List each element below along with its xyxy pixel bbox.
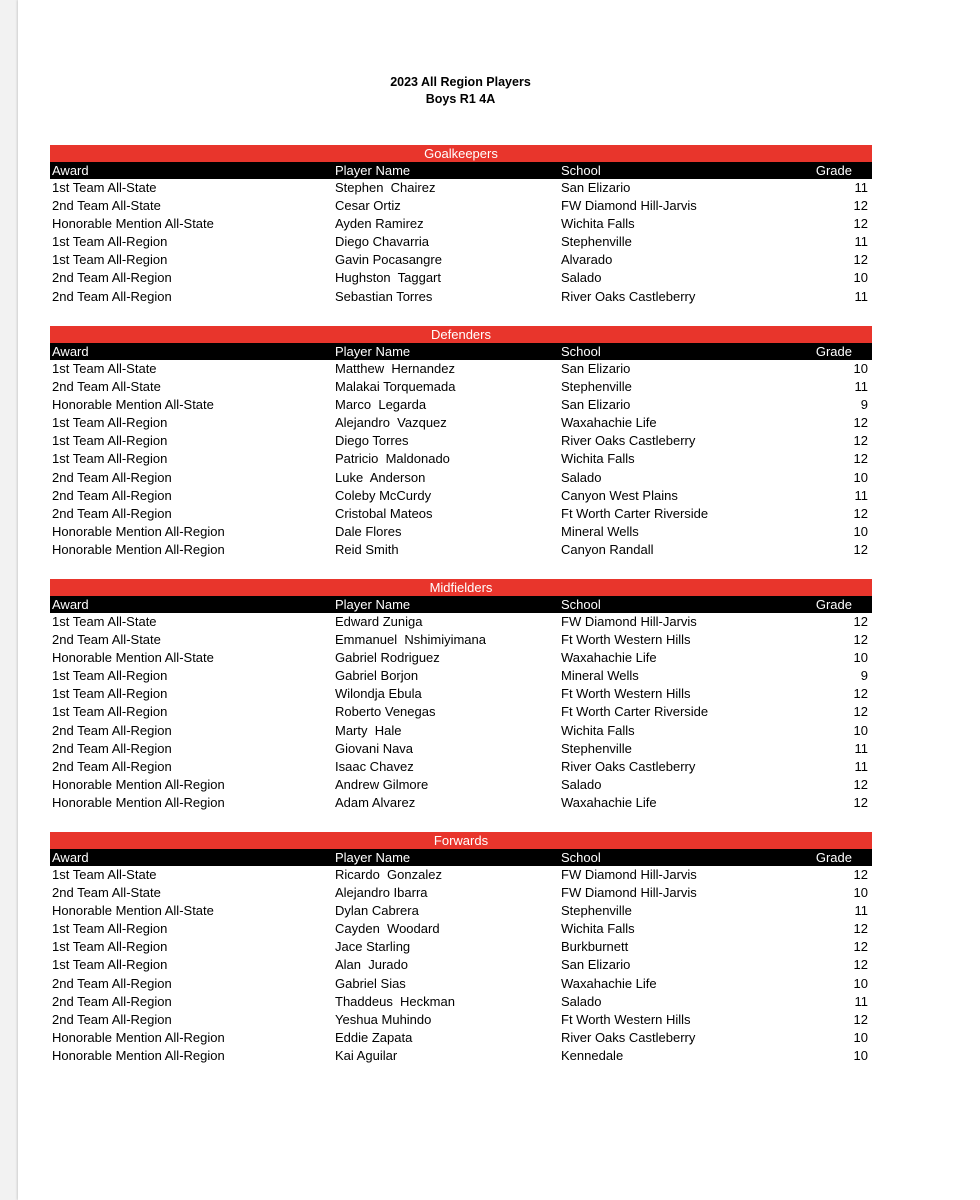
table-row [50,269,872,287]
table-row [50,251,872,269]
award-cell: 2nd Team All-State [52,379,161,395]
player-name-cell: Alan Jurado [335,957,408,973]
section-defenders [50,326,872,559]
section-goalkeepers [50,145,872,306]
award-cell: Honorable Mention All-Region [52,523,225,539]
section-title: Defenders [50,326,872,343]
award-cell: Honorable Mention All-Region [52,1029,225,1045]
table-row [50,414,872,432]
award-cell: 2nd Team All-Region [52,740,172,756]
player-name-cell: Reid Smith [335,541,399,557]
column-header-grade: Grade [815,163,852,178]
award-cell: 2nd Team All-State [52,198,161,214]
grade-cell: 10 [853,523,868,539]
player-name-cell: Adam Alvarez [335,794,416,810]
grade-cell: 11 [854,993,868,1009]
table-row [50,378,872,396]
award-cell: 2nd Team All-State [52,885,161,901]
table-row [50,703,872,721]
table-row [50,288,872,306]
table-row [50,776,872,794]
document-subtitle: Boys R1 4A [425,92,496,106]
player-name-cell: Eddie Zapata [335,1029,413,1045]
award-cell: 2nd Team All-Region [52,1011,172,1027]
grade-cell: 11 [854,234,868,250]
table-row [50,396,872,414]
award-cell: 2nd Team All-Region [52,487,172,503]
player-name-cell: Dylan Cabrera [335,903,419,919]
school-cell: River Oaks Castleberry [561,433,696,449]
grade-cell: 10 [853,650,868,666]
table-row [50,902,872,920]
table-row [50,1047,872,1065]
player-name-cell: Jace Starling [335,939,411,955]
player-name-cell: Malakai Torquemada [335,379,456,395]
grade-cell: 12 [853,939,868,955]
award-cell: 1st Team All-Region [52,704,168,720]
player-name-cell: Dale Flores [335,523,402,539]
table-row [50,360,872,378]
school-cell: Salado [561,469,602,485]
grade-cell: 9 [860,397,868,413]
table-row [50,920,872,938]
column-header-player: Player Name [335,344,411,359]
player-name-cell: Alejandro Ibarra [335,885,428,901]
grade-cell: 11 [854,740,868,756]
school-cell: Alvarado [561,252,613,268]
column-header-row [50,849,872,866]
award-cell: 2nd Team All-Region [52,975,172,991]
grade-cell: 10 [853,975,868,991]
section-title: Goalkeepers [50,145,872,162]
table-row [50,523,872,541]
grade-cell: 12 [853,252,868,268]
column-header-player: Player Name [335,597,411,612]
grade-cell: 12 [853,415,868,431]
player-name-cell: Gabriel Borjon [335,668,419,684]
award-cell: 1st Team All-State [52,180,157,195]
school-cell: Ft Worth Carter Riverside [561,505,709,521]
award-cell: 2nd Team All-Region [52,505,172,521]
school-cell: Kennedale [561,1047,624,1063]
table-row [50,993,872,1011]
grade-cell: 11 [854,487,868,503]
table-row [50,215,872,233]
column-header-row [50,343,872,360]
school-cell: Wichita Falls [561,451,635,467]
player-name-cell: Coleby McCurdy [335,487,432,503]
grade-cell: 12 [853,433,868,449]
grade-cell: 10 [853,722,868,738]
school-cell: FW Diamond Hill-Jarvis [561,885,697,901]
table-row [50,649,872,667]
grade-cell: 12 [853,216,868,232]
grade-cell: 12 [853,1011,868,1027]
grade-cell: 10 [853,885,868,901]
column-header-school: School [561,163,601,178]
grade-cell: 12 [853,614,868,629]
award-cell: Honorable Mention All-State [52,650,214,666]
player-name-cell: Ayden Ramirez [335,216,424,232]
document-page [18,0,980,1200]
player-name-cell: Yeshua Muhindo [335,1011,432,1027]
document-title: 2023 All Region Players [390,75,531,89]
grade-cell: 12 [853,776,868,792]
section-title: Forwards [50,832,872,849]
award-cell: Honorable Mention All-State [52,397,214,413]
award-cell: Honorable Mention All-State [52,903,214,919]
grade-cell: 12 [853,686,868,702]
school-cell: Ft Worth Western Hills [561,686,691,702]
table-row [50,469,872,487]
player-name-cell: Alejandro Vazquez [335,415,447,431]
section-midfielders [50,579,872,812]
grade-cell: 11 [854,903,868,919]
school-cell: San Elizario [561,361,631,376]
player-name-cell: Diego Chavarria [335,234,429,250]
grade-cell: 10 [853,469,868,485]
column-header-school: School [561,850,601,865]
column-header-row [50,162,872,179]
school-cell: Salado [561,993,602,1009]
award-cell: 2nd Team All-Region [52,722,172,738]
grade-cell: 12 [853,198,868,214]
player-name-cell: Isaac Chavez [335,758,414,774]
grade-cell: 12 [853,541,868,557]
column-header-row [50,596,872,613]
award-cell: 1st Team All-Region [52,234,168,250]
school-cell: Stephenville [561,903,632,919]
column-header-grade: Grade [815,850,852,865]
table-row [50,432,872,450]
school-cell: Wichita Falls [561,722,635,738]
grade-cell: 12 [853,505,868,521]
grade-cell: 12 [853,632,868,648]
school-cell: Salado [561,270,602,286]
player-name-cell: Roberto Venegas [335,704,436,720]
section-forwards [50,832,872,1065]
player-name-cell: Cesar Ortiz [335,198,401,214]
award-cell: Honorable Mention All-Region [52,776,225,792]
player-name-cell: Cristobal Mateos [335,505,433,521]
player-name-cell: Marco Legarda [335,397,427,413]
column-header-school: School [561,597,601,612]
table-row [50,179,872,197]
player-name-cell: Matthew Hernandez [335,361,455,376]
player-name-cell: Wilondja Ebula [335,686,422,702]
player-name-cell: Marty Hale [335,722,402,738]
table-row [50,1029,872,1047]
award-cell: Honorable Mention All-Region [52,794,225,810]
player-name-cell: Diego Torres [335,433,409,449]
school-cell: Ft Worth Carter Riverside [561,704,709,720]
grade-cell: 12 [853,867,868,882]
player-name-cell: Kai Aguilar [335,1047,398,1063]
table-row [50,487,872,505]
award-cell: 2nd Team All-Region [52,993,172,1009]
table-row [50,794,872,812]
player-name-cell: Gabriel Rodriguez [335,650,440,666]
grade-cell: 11 [854,758,868,774]
table-row [50,1011,872,1029]
grade-cell: 10 [853,270,868,286]
grade-cell: 11 [854,379,868,395]
school-cell: Canyon Randall [561,541,654,557]
player-name-cell: Gabriel Sias [335,975,406,991]
table-row [50,956,872,974]
grade-cell: 9 [860,668,868,684]
school-cell: River Oaks Castleberry [561,1029,696,1045]
column-header-grade: Grade [815,344,852,359]
school-cell: Waxahachie Life [561,794,657,810]
table-row [50,197,872,215]
player-name-cell: Gavin Pocasangre [335,252,442,268]
award-cell: Honorable Mention All-State [52,216,214,232]
school-cell: Ft Worth Western Hills [561,1011,691,1027]
document-titles [18,74,903,108]
column-header-player: Player Name [335,850,411,865]
school-cell: Mineral Wells [561,523,639,539]
school-cell: FW Diamond Hill-Jarvis [561,198,697,214]
school-cell: FW Diamond Hill-Jarvis [561,614,697,629]
school-cell: Waxahachie Life [561,975,657,991]
award-cell: 2nd Team All-Region [52,469,172,485]
award-cell: 1st Team All-Region [52,686,168,702]
school-cell: Stephenville [561,234,632,250]
grade-cell: 11 [854,288,868,304]
award-cell: 1st Team All-Region [52,252,168,268]
award-cell: 1st Team All-State [52,867,157,882]
table-row [50,450,872,468]
player-name-cell: Emmanuel Nshimiyimana [335,632,486,648]
table-row [50,758,872,776]
award-cell: 1st Team All-State [52,614,157,629]
school-cell: San Elizario [561,397,631,413]
grade-cell: 12 [853,704,868,720]
table-row [50,505,872,523]
table-row [50,631,872,649]
table-row [50,233,872,251]
award-cell: 2nd Team All-Region [52,270,172,286]
column-header-award: Award [52,597,89,612]
school-cell: River Oaks Castleberry [561,758,696,774]
table-row [50,866,872,884]
column-header-award: Award [52,850,89,865]
grade-cell: 11 [854,180,868,195]
player-name-cell: Thaddeus Heckman [335,993,455,1009]
school-cell: San Elizario [561,957,631,973]
column-header-school: School [561,344,601,359]
school-cell: Stephenville [561,379,632,395]
column-header-award: Award [52,163,89,178]
school-cell: Salado [561,776,602,792]
table-row [50,740,872,758]
column-header-player: Player Name [335,163,411,178]
school-cell: San Elizario [561,180,631,195]
player-name-cell: Hughston Taggart [335,270,441,286]
grade-cell: 12 [853,957,868,973]
table-row [50,613,872,631]
award-cell: 1st Team All-State [52,361,157,376]
table-row [50,541,872,559]
school-cell: Waxahachie Life [561,415,657,431]
award-cell: 1st Team All-Region [52,433,168,449]
award-cell: Honorable Mention All-Region [52,541,225,557]
award-cell: 1st Team All-Region [52,921,168,937]
column-header-award: Award [52,344,89,359]
grade-cell: 10 [853,1047,868,1063]
award-cell: 2nd Team All-Region [52,288,172,304]
grade-cell: 12 [853,451,868,467]
player-name-cell: Edward Zuniga [335,614,423,629]
school-cell: Stephenville [561,740,632,756]
school-cell: Mineral Wells [561,668,639,684]
award-cell: 2nd Team All-Region [52,758,172,774]
grade-cell: 12 [853,794,868,810]
award-cell: 2nd Team All-State [52,632,161,648]
school-cell: Wichita Falls [561,921,635,937]
award-cell: 1st Team All-Region [52,939,168,955]
award-cell: 1st Team All-Region [52,415,168,431]
award-cell: 1st Team All-Region [52,668,168,684]
section-title: Midfielders [50,579,872,596]
table-row [50,722,872,740]
table-row [50,685,872,703]
player-name-cell: Andrew Gilmore [335,776,429,792]
award-cell: Honorable Mention All-Region [52,1047,225,1063]
award-cell: 1st Team All-Region [52,451,168,467]
player-name-cell: Ricardo Gonzalez [335,867,442,882]
table-row [50,884,872,902]
player-name-cell: Stephen Chairez [335,180,436,195]
player-name-cell: Sebastian Torres [335,288,433,304]
school-cell: River Oaks Castleberry [561,288,696,304]
table-row [50,938,872,956]
school-cell: Burkburnett [561,939,629,955]
grade-cell: 10 [853,361,868,376]
column-header-grade: Grade [815,597,852,612]
school-cell: Canyon West Plains [561,487,678,503]
school-cell: Wichita Falls [561,216,635,232]
table-row [50,975,872,993]
table-row [50,667,872,685]
school-cell: Ft Worth Western Hills [561,632,691,648]
school-cell: Waxahachie Life [561,650,657,666]
player-name-cell: Patricio Maldonado [335,451,450,467]
player-name-cell: Luke Anderson [335,469,426,485]
award-cell: 1st Team All-Region [52,957,168,973]
player-name-cell: Cayden Woodard [335,921,440,937]
school-cell: FW Diamond Hill-Jarvis [561,867,697,882]
grade-cell: 10 [853,1029,868,1045]
grade-cell: 12 [853,921,868,937]
player-name-cell: Giovani Nava [335,740,414,756]
